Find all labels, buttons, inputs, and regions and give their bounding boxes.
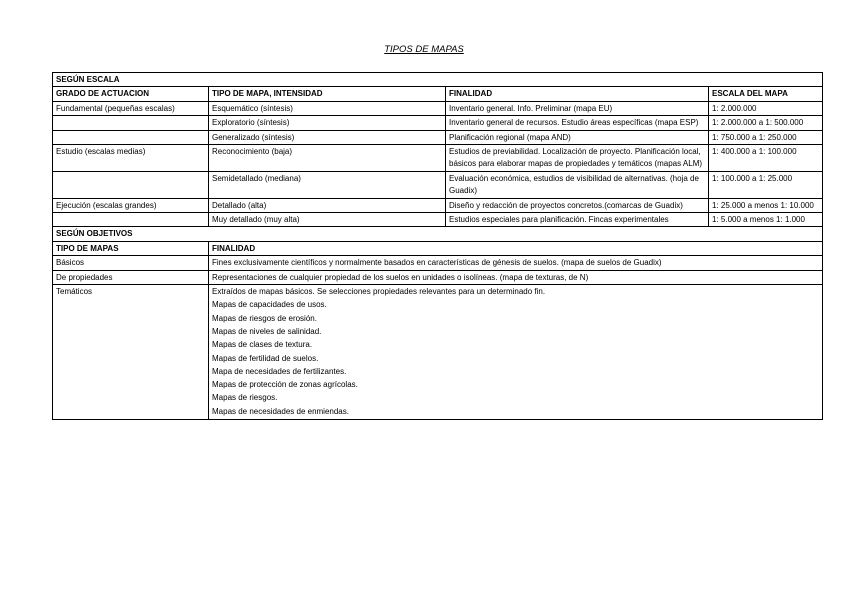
cell-tipo: Reconocimiento (baja) [209, 145, 446, 172]
cell-finalidad-tematicos [209, 285, 823, 420]
tematico-line: Extraídos de mapas básicos. Se selecciones propiedades relevantes para un determinado fin. [212, 287, 546, 297]
cell-finalidad: Inventario general. Info. Preliminar (mapa EU) [446, 101, 709, 115]
tematico-line: Mapas de capacidades de usos. [212, 300, 327, 310]
table-row [53, 116, 823, 130]
cell-finalidad: Estudios de previabilidad. Localización de proyecto. Planificación local, básicos para elaborar mapas de propiedades y temáticos (mapas ALM) [446, 145, 709, 172]
section-heading-escala: SEGÚN ESCALA [53, 73, 823, 87]
tematico-line: Mapas de riesgos de erosión. [212, 313, 317, 323]
cell-escala: 1: 100.000 a 1: 25.000 [709, 171, 823, 198]
cell-escala: 1: 2.000.000 [709, 101, 823, 115]
cell-finalidad: Diseño y redacción de proyectos concretos.(comarcas de Guadix) [446, 198, 709, 212]
section-heading-row [53, 227, 823, 241]
cell-grado [53, 130, 209, 144]
cell-grado [53, 116, 209, 130]
objetivos-header-row [53, 241, 823, 255]
cell-escala: 1: 400.000 a 1: 100.000 [709, 145, 823, 172]
section-heading-row [53, 73, 823, 87]
cell-grado: Ejecución (escalas grandes) [53, 198, 209, 212]
header-grado: GRADO DE ACTUACION [53, 87, 209, 101]
tematico-line: Mapas de clases de textura. [212, 340, 313, 350]
header-tipo-mapas: TIPO DE MAPAS [53, 241, 209, 255]
header-finalidad: FINALIDAD [446, 87, 709, 101]
table-row [53, 101, 823, 115]
cell-escala: 1: 5.000 a menos 1: 1.000 [709, 213, 823, 227]
table-row [53, 145, 823, 172]
tematico-line: Mapas de necesidades de enmiendas. [212, 406, 349, 416]
table-row [53, 198, 823, 212]
tematico-line: Mapas de riesgos. [212, 393, 278, 403]
cell-escala: 1: 750.000 a 1: 250.000 [709, 130, 823, 144]
cell-tipo: Detallado (alta) [209, 198, 446, 212]
cell-tipo: De propiedades [53, 270, 209, 284]
cell-tipo: Básicos [53, 256, 209, 270]
table-row [53, 285, 823, 420]
cell-grado [53, 213, 209, 227]
maps-table [52, 72, 823, 420]
table-row [53, 171, 823, 198]
tematico-line: Mapas de protección de zonas agrícolas. [212, 380, 358, 390]
cell-tipo: Generalizado (síntesis) [209, 130, 446, 144]
table-row [53, 256, 823, 270]
cell-finalidad: Planificación regional (mapa AND) [446, 130, 709, 144]
cell-grado: Estudio (escalas medias) [53, 145, 209, 172]
escala-header-row [53, 87, 823, 101]
cell-tipo: Esquemático (síntesis) [209, 101, 446, 115]
cell-escala: 1: 2.000.000 a 1: 500.000 [709, 116, 823, 130]
cell-grado [53, 171, 209, 198]
cell-finalidad: Fines exclusivamente científicos y normalmente basados en características de génesis de suelos. (mapa de suelos de Guadix) [209, 256, 823, 270]
cell-finalidad: Evaluación económica, estudios de visibilidad de alternativas. (hoja de Guadix) [446, 171, 709, 198]
cell-grado: Fundamental (pequeñas escalas) [53, 101, 209, 115]
table-row [53, 270, 823, 284]
cell-tipo: Temáticos [53, 285, 209, 420]
page-title: TIPOS DE MAPAS [384, 44, 464, 55]
table-row [53, 213, 823, 227]
header-tipo: TIPO DE MAPA, INTENSIDAD [209, 87, 446, 101]
cell-tipo: Exploratorio (síntesis) [209, 116, 446, 130]
header-finalidad-objetivos: FINALIDAD [209, 241, 823, 255]
section-heading-objetivos: SEGÚN OBJETIVOS [53, 227, 823, 241]
cell-finalidad: Inventario general de recursos. Estudio áreas específicas (mapa ESP) [446, 116, 709, 130]
table-row [53, 130, 823, 144]
cell-finalidad: Estudios especiales para planificación. Fincas experimentales [446, 213, 709, 227]
cell-tipo: Muy detallado (muy alta) [209, 213, 446, 227]
cell-tipo: Semidetallado (mediana) [209, 171, 446, 198]
tematico-line: Mapa de necesidades de fertilizantes. [212, 366, 347, 376]
cell-escala: 1: 25.000 a menos 1: 10.000 [709, 198, 823, 212]
cell-finalidad: Representaciones de cualquier propiedad de los suelos en unidades o isolíneas. (mapa de texturas, de N) [209, 270, 823, 284]
tematico-line: Mapas de niveles de salinidad. [212, 326, 322, 336]
tematico-line: Mapas de fertilidad de suelos. [212, 353, 319, 363]
header-escala: ESCALA DEL MAPA [709, 87, 823, 101]
